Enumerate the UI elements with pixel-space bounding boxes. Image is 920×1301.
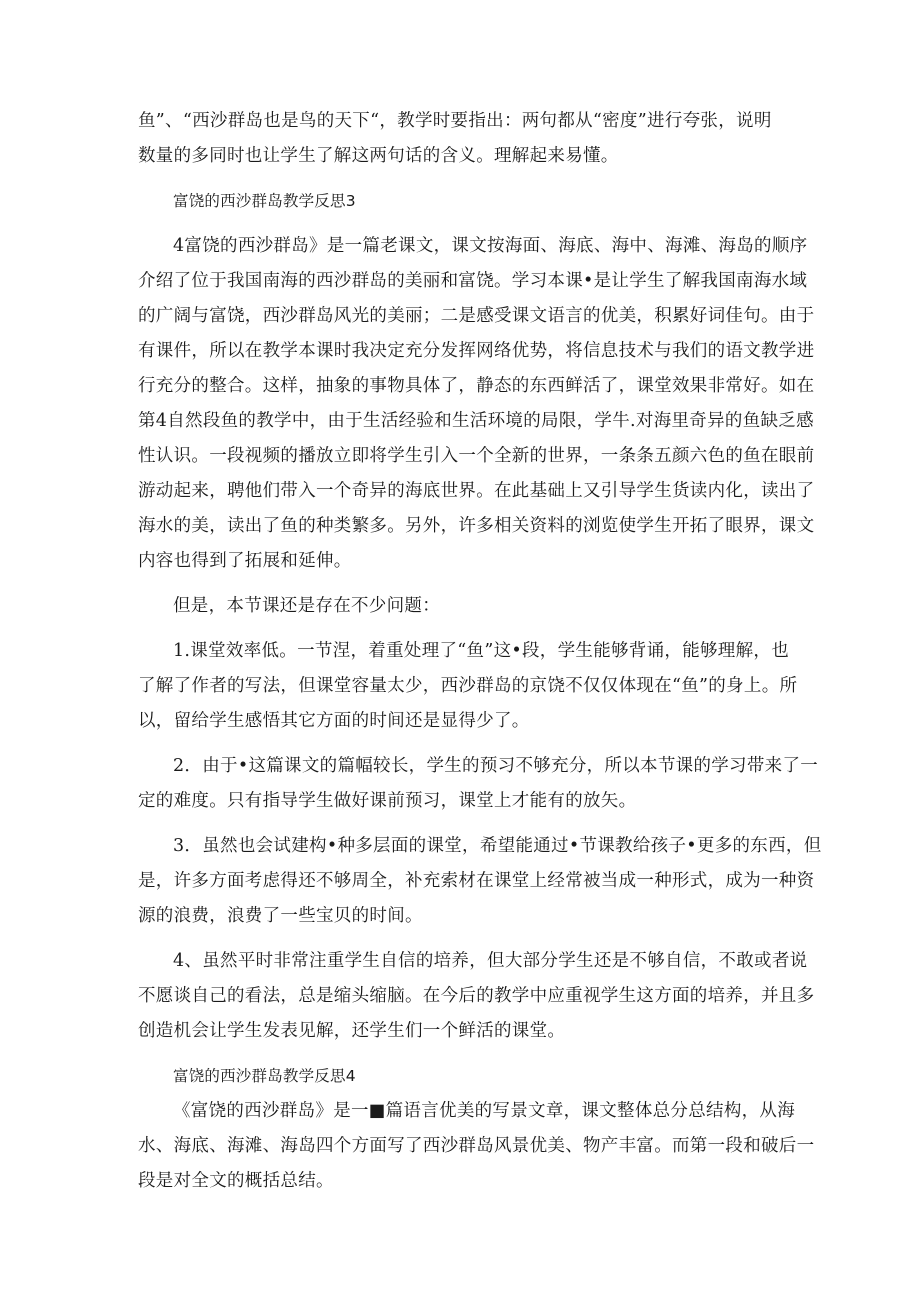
text-line: 段是对全文的概括总结。	[138, 1171, 334, 1191]
text-line: 创造机会让学生发表见解，还学生们一个鲜活的课堂。	[138, 1021, 566, 1041]
text-line: 有课件，所以在教学本课时我决定充分发挥网络优势，将信息技术与我们的语文教学进	[138, 341, 815, 361]
paragraph-problems-intro	[138, 589, 788, 624]
text-line: 以，留给学生感悟其它方面的时间还是显得少了。	[138, 711, 530, 731]
text-line: 源的浪费，浪费了一些宝贝的时间。	[138, 906, 423, 926]
text-line: 但是，本节课还是存在不少问题：	[173, 596, 440, 616]
paragraph-section-4	[138, 1094, 815, 1199]
text-line: 的广阔与富饶，西沙群岛风光的美丽；二是感受课文语言的优美，积累好词佳句。由于	[138, 306, 815, 326]
text-line: 了解了作者的写法，但课堂容量太少，西沙群岛的京饶不仅仅体现在“鱼”的身上。所	[138, 676, 798, 696]
text-line: 介绍了位于我国南海的西沙群岛的美丽和富饶。学习本课•是让学生了解我国南海水域	[138, 271, 808, 291]
text-line: 3．虽然也会试建构•种多层面的课堂，希望能通过•节课教给孩子•更多的东西，但	[173, 836, 822, 856]
text-line: 第4自然段鱼的教学中，由于生活经验和生活环境的局限，学牛.对海里奇异的鱼缺乏感	[138, 411, 814, 431]
paragraph-problem-1	[138, 634, 798, 739]
paragraph-continuation	[138, 104, 788, 174]
section-heading-3: 富饶的西沙群岛教学反思3	[173, 192, 356, 210]
text-line: 4富饶的西沙群岛》是一篇老课文，课文按海面、海底、海中、海滩、海岛的顺序	[173, 236, 808, 256]
text-line: 不愿谈自己的看法，总是缩头缩脑。在今后的教学中应重视学生这方面的培养，并且多	[138, 986, 815, 1006]
text-line: 定的难度。只有指导学生做好课前预习，课堂上才能有的放矢。	[138, 791, 637, 811]
text-line: 《富饶的西沙群岛》是一■篇语言优美的写景文章，课文整体总分总结构，从海	[173, 1101, 796, 1121]
text-line: 游动起来，聘他们带入一个奇异的海底世界。在此基础上又引导学生货读内化，读出了	[138, 481, 815, 501]
text-line: 内容也得到了拓展和延伸。	[138, 551, 352, 571]
text-line: 是，许多方面考虑得还不够周全，补充索材在课堂上经常被当成一种形式，成为一种资	[138, 871, 815, 891]
text-line: 性认识。一段视频的播放立即将学生引入一个全新的世界，一条条五颜六色的鱼在眼前	[138, 446, 815, 466]
text-line: 海水的美，读出了鱼的种类繁多。另外，许多相关资料的浏览使学生开拓了眼界，课文	[138, 516, 815, 536]
text-line: 鱼”、“西沙群岛也是鸟的天下“，教学时要指出：两句都从“密度”进行夸张，说明	[138, 111, 772, 131]
paragraph-intro	[138, 229, 815, 579]
document-body	[138, 104, 822, 1199]
text-line: 水、海底、海滩、海岛四个方面写了西沙群岛风景优美、物产丰富。而第一段和破后一	[138, 1136, 815, 1156]
paragraph-problem-3	[138, 829, 822, 934]
text-line: 行充分的整合。这样，抽象的事物具体了，静态的东西鲜活了，课堂效果非常好。如在	[138, 376, 815, 396]
paragraph-problem-4	[138, 944, 815, 1049]
paragraph-problem-2	[138, 749, 819, 819]
section-heading-4: 富饶的西沙群岛教学反思4	[173, 1067, 356, 1085]
text-line: 4、虽然平时非常注重学生自信的培养，但大部分学生还是不够自信，不敢或者说	[173, 951, 808, 971]
text-line: 2．由于•这篇课文的篇幅较长，学生的预习不够充分，所以本节课的学习带来了一	[173, 756, 819, 776]
text-line: 数量的多同时也让学生了解这两句话的含义。理解起来易懂。	[138, 146, 619, 166]
text-line: 1.课堂效率低。一节涅，着重处理了“鱼”这•段，学生能够背诵，能够理解，也	[173, 641, 790, 661]
